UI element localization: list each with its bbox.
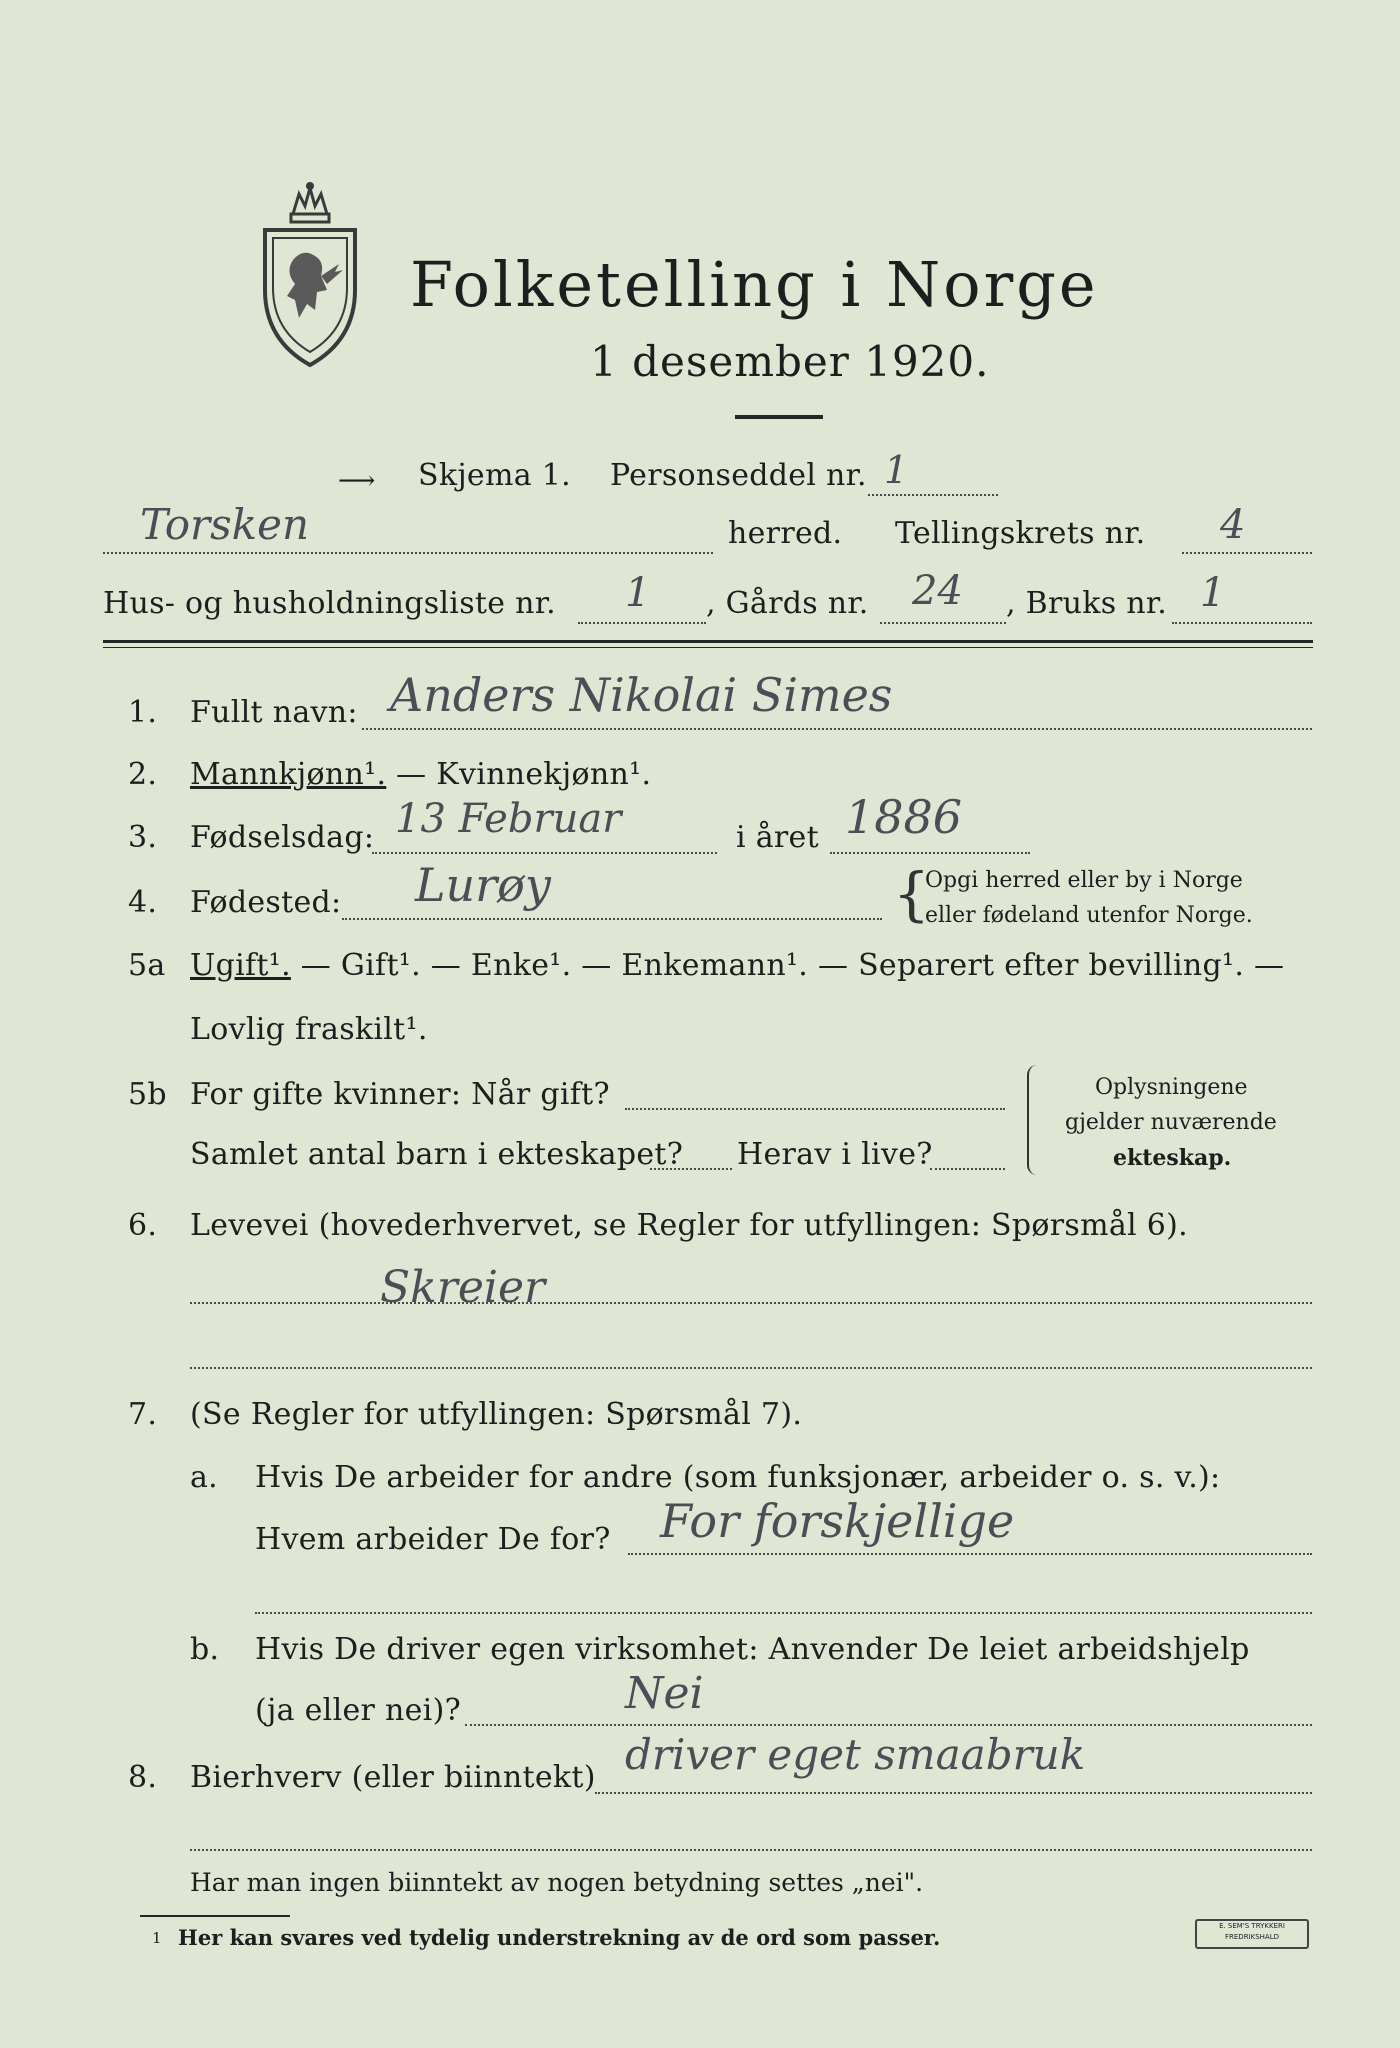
employer-field-line bbox=[628, 1553, 1312, 1555]
q7-label: (Se Regler for utfyllingen: Spørsmål 7). bbox=[190, 1397, 803, 1432]
alive-field-line bbox=[930, 1168, 1005, 1170]
q2-sex-options bbox=[190, 757, 651, 792]
married-date-field-line bbox=[625, 1108, 1005, 1110]
side-income-field-line-2 bbox=[190, 1849, 1312, 1851]
q6-label: Levevei (hovederhvervet, se Regler for utfyllingen: Spørsmål 6). bbox=[190, 1208, 1188, 1243]
q5b-married-label: For gifte kvinner: Når gift? bbox=[190, 1077, 610, 1112]
birthplace-field[interactable]: Lurøy bbox=[415, 858, 551, 912]
marital-option-fraskilt[interactable]: Lovlig fraskilt¹. bbox=[190, 1012, 428, 1047]
printer-line2: FREDRIKSHALD bbox=[1224, 1933, 1279, 1941]
tellingskrets-field[interactable]: 4 bbox=[1220, 502, 1246, 548]
q8-number: 8. bbox=[128, 1760, 158, 1795]
q1-label: Fullt navn: bbox=[190, 695, 358, 730]
q7-number: 7. bbox=[128, 1397, 158, 1432]
footer-note: Har man ingen biinntekt av nogen betydning settes „nei". bbox=[190, 1868, 924, 1897]
q5a-number: 5a bbox=[128, 948, 166, 983]
q4-brace-icon: { bbox=[893, 860, 930, 928]
q5b-note-line1: Oplysningene bbox=[1095, 1075, 1248, 1100]
sex-option-female[interactable]: Kvinnekjønn¹. bbox=[436, 757, 652, 792]
coat-of-arms-icon bbox=[255, 180, 365, 370]
birthday-field-line bbox=[372, 852, 717, 854]
q3-year-label: i året bbox=[736, 820, 819, 855]
q3-number: 3. bbox=[128, 820, 158, 855]
q5b-bracket bbox=[1027, 1065, 1039, 1175]
personseddel-field-line bbox=[868, 494, 998, 496]
q3-label: Fødselsdag: bbox=[190, 820, 375, 855]
employer-field[interactable]: For forskjellige bbox=[660, 1494, 1015, 1548]
q4-note-line1: Opgi herred eller by i Norge bbox=[925, 868, 1243, 893]
printer-stamp bbox=[1195, 1919, 1309, 1949]
footnote-mark: 1 bbox=[152, 1929, 162, 1947]
occupation-field[interactable]: Skreier bbox=[380, 1262, 546, 1313]
husholdning-label: Hus- og husholdningsliste nr. bbox=[103, 586, 556, 621]
herred-field-line bbox=[103, 552, 713, 554]
gards-field-line bbox=[880, 622, 1006, 624]
birthplace-field-line bbox=[342, 918, 882, 920]
q2-number: 2. bbox=[128, 757, 158, 792]
q5b-children-label: Samlet antal barn i ekteskapet? bbox=[190, 1137, 684, 1172]
birthday-field[interactable]: 13 Februar bbox=[395, 796, 622, 842]
occupation-field-line-1 bbox=[190, 1302, 1312, 1304]
q4-label: Fødested: bbox=[190, 885, 342, 920]
bruks-label: , Bruks nr. bbox=[1006, 586, 1168, 621]
q4-note-line2: eller fødeland utenfor Norge. bbox=[925, 903, 1253, 928]
form-title: Folketelling i Norge bbox=[410, 248, 1099, 321]
q1-number: 1. bbox=[128, 695, 158, 730]
q5a-options bbox=[190, 948, 1284, 983]
gards-field[interactable]: 24 bbox=[912, 568, 963, 614]
herred-label: herred. bbox=[728, 516, 843, 551]
hired-help-field-line bbox=[465, 1724, 1312, 1726]
q6-number: 6. bbox=[128, 1208, 158, 1243]
q7b-label: Hvis De driver egen virksomhet: Anvender De leiet arbeidshjelp bbox=[255, 1632, 1250, 1667]
q5b-note-line3: ekteskap. bbox=[1113, 1145, 1232, 1171]
occupation-field-line-2 bbox=[190, 1367, 1312, 1369]
q1-field-line bbox=[362, 728, 1312, 730]
tellingskrets-field-line bbox=[1182, 552, 1312, 554]
sex-option-male[interactable]: Mannkjønn¹. bbox=[190, 757, 387, 792]
side-income-field[interactable]: driver eget smaabruk bbox=[625, 1730, 1086, 1779]
schema-label: Skjema 1. bbox=[418, 458, 571, 493]
header-rule-thin bbox=[103, 647, 1313, 648]
full-name-field[interactable]: Anders Nikolai Simes bbox=[390, 668, 893, 722]
q7a-question: Hvem arbeider De for? bbox=[255, 1522, 611, 1557]
birth-year-field[interactable]: 1886 bbox=[845, 790, 963, 844]
q5b-note-line2: gjelder nuværende bbox=[1065, 1110, 1277, 1135]
footnote-rule bbox=[140, 1915, 290, 1917]
husholdning-field[interactable]: 1 bbox=[625, 570, 651, 616]
q5b-number: 5b bbox=[128, 1077, 167, 1112]
q7b-question: (ja eller nei)? bbox=[255, 1693, 461, 1728]
footnote-text: Her kan svares ved tydelig understrekning av de ord som passer. bbox=[178, 1925, 941, 1950]
q7a-label: Hvis De arbeider for andre (som funksjonær, arbeider o. s. v.): bbox=[255, 1460, 1221, 1495]
children-field-line bbox=[650, 1168, 732, 1170]
tellingskrets-label: Tellingskrets nr. bbox=[895, 516, 1146, 551]
side-income-field-line bbox=[595, 1792, 1312, 1794]
marital-option-ugift[interactable]: Ugift¹. bbox=[190, 948, 291, 983]
personseddel-label: Personseddel nr. bbox=[610, 458, 867, 493]
herred-field[interactable]: Torsken bbox=[140, 500, 310, 549]
q7a-letter: a. bbox=[190, 1460, 219, 1495]
sex-option-separator: — bbox=[386, 757, 437, 792]
bruks-field-line bbox=[1172, 622, 1312, 624]
personseddel-field[interactable]: 1 bbox=[884, 448, 909, 492]
hired-help-field[interactable]: Nei bbox=[625, 1668, 704, 1719]
q5b-alive-label: Herav i live? bbox=[737, 1137, 933, 1172]
form-date: 1 desember 1920. bbox=[590, 337, 990, 386]
q8-label: Bierhverv (eller biinntekt) bbox=[190, 1760, 596, 1795]
husholdning-field-line bbox=[578, 622, 706, 624]
gards-label: , Gårds nr. bbox=[706, 586, 869, 621]
marital-options-rest: — Gift¹. — Enke¹. — Enkemann¹. — Separert efter bevilling¹. — bbox=[290, 948, 1285, 983]
header-rule-thick bbox=[103, 640, 1313, 643]
arrow-icon: ⟶ bbox=[338, 466, 376, 496]
printer-line1: E. SEM'S TRYKKERI bbox=[1219, 1922, 1285, 1930]
q4-number: 4. bbox=[128, 885, 158, 920]
q7b-letter: b. bbox=[190, 1632, 220, 1667]
title-divider bbox=[735, 415, 823, 419]
employer-field-line-2 bbox=[255, 1612, 1312, 1614]
birth-year-field-line bbox=[830, 852, 1030, 854]
bruks-field[interactable]: 1 bbox=[1200, 570, 1226, 616]
bleed-through-text bbox=[880, 100, 888, 128]
